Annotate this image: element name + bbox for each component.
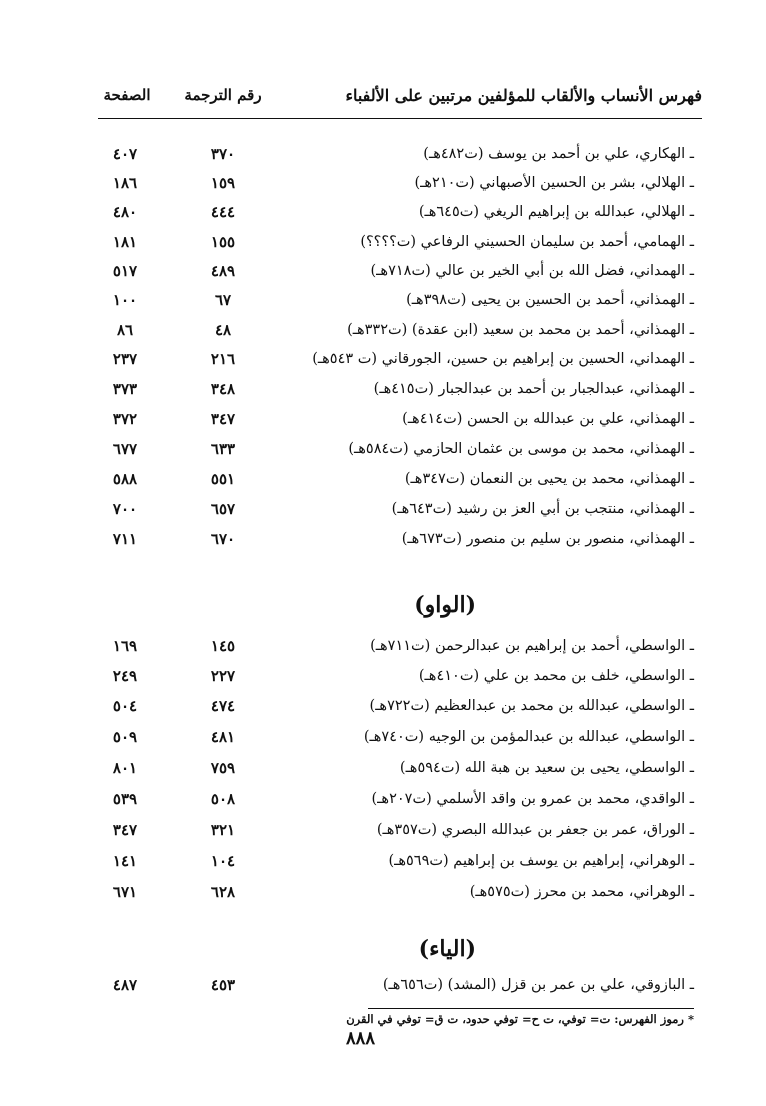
entry-number: ٣٧٠ (210, 145, 236, 163)
index-entry (0, 494, 766, 524)
index-entry (0, 434, 766, 464)
entry-number: ٤٨٩ (210, 262, 236, 280)
entry-number: ٦٣٣ (210, 440, 236, 458)
entry-text: ـ الهمذاني، منتجب بن أبي العز بن رشيد (ت٦٤٣هـ) (391, 501, 694, 517)
entry-text: ـ الواسطي، خلف بن محمد بن علي (ت٤١٠هـ) (418, 668, 694, 684)
entry-number: ٦٥٧ (210, 500, 236, 518)
entry-text: ـ الهمامي، أحمد بن سليمان الحسيني الرفاعي (ت؟؟؟؟) (360, 234, 694, 250)
index-entry (0, 815, 766, 845)
entry-page: ٤٨٧ (112, 976, 138, 994)
entry-number: ٥٥١ (210, 470, 236, 488)
index-entry (0, 285, 766, 315)
entry-text: ـ الواسطي، أحمد بن إبراهيم بن عبدالرحمن (ت٧١١هـ) (370, 638, 694, 654)
index-entry (0, 197, 766, 227)
entry-number: ٣٤٨ (210, 380, 236, 398)
entry-page: ٢٤٩ (112, 667, 138, 685)
entry-text: ـ البازوقي، علي بن عمر بن قزل (المشد) (ت٦٥٦هـ) (382, 977, 694, 993)
footnote: * رموز الفهرس: ت= توفي، ت ح= توفي حدود، ت ق= توفي في القرن (346, 1012, 694, 1026)
entry-page: ٥٣٩ (112, 790, 138, 808)
entry-number: ٢٢٧ (210, 667, 236, 685)
index-entry (0, 344, 766, 374)
entry-page: ١٤١ (112, 852, 138, 870)
entry-page: ٣٧٢ (112, 410, 138, 428)
entry-text: ـ الهكاري، علي بن أحمد بن يوسف (ت٤٨٢هـ) (423, 146, 694, 162)
entry-number: ٧٥٩ (210, 759, 236, 777)
index-entry (0, 374, 766, 404)
entry-text: ـ الهلالي، بشر بن الحسين الأصبهاني (ت٢١٠هـ) (414, 175, 694, 191)
index-entry (0, 846, 766, 876)
entry-number: ٦٧ (214, 291, 232, 309)
entry-page: ٦٧١ (112, 883, 138, 901)
entry-text: ـ الهمذاني، أحمد بن محمد بن سعيد (ابن عقدة) (ت٣٣٢هـ) (347, 322, 694, 338)
index-entry (0, 315, 766, 345)
entry-number: ٤٥٣ (210, 976, 236, 994)
entry-number: ١٤٥ (210, 637, 236, 655)
entry-page: ١٦٩ (112, 637, 138, 655)
index-entry (0, 404, 766, 434)
entry-number: ٣٤٧ (210, 410, 236, 428)
index-entry (0, 256, 766, 286)
entry-number: ١٥٥ (210, 233, 236, 251)
entry-page: ٥٠٩ (112, 728, 138, 746)
entry-number: ٣٢١ (210, 821, 236, 839)
entry-number: ٤٤٤ (210, 203, 236, 221)
index-entry (0, 139, 766, 169)
header-divider (98, 118, 702, 119)
entry-text: ـ الهمذاني، محمد بن موسى بن عثمان الحازمي (ت٥٨٤هـ) (348, 441, 694, 457)
entry-text: ـ الهمداني، الحسين بن إبراهيم بن حسين، الجورقاني (ت ٥٤٣هـ) (312, 351, 694, 367)
entry-number: ٥٠٨ (210, 790, 236, 808)
index-entry (0, 877, 766, 907)
entry-page: ١٨١ (112, 233, 138, 251)
entry-page: ٥٨٨ (112, 470, 138, 488)
entry-text: ـ الوهراني، محمد بن محرز (ت٥٧٥هـ) (469, 884, 694, 900)
index-entry (0, 631, 766, 661)
section-heading-waw: (الواو) (414, 592, 476, 618)
entry-number: ٦٢٨ (210, 883, 236, 901)
entry-text: ـ الهمذاني، منصور بن سليم بن منصور (ت٦٧٣هـ) (401, 531, 694, 547)
entry-number: ٤٨١ (210, 728, 236, 746)
entry-page: ٧١١ (112, 530, 138, 548)
entry-text: ـ الهمذاني، علي بن عبدالله بن الحسن (ت٤١٤هـ) (402, 411, 694, 427)
entry-page: ٦٧٧ (112, 440, 138, 458)
entry-text: ـ الوراق، عمر بن جعفر بن عبدالله البصري (ت٣٥٧هـ) (376, 822, 694, 838)
entry-page: ٣٤٧ (112, 821, 138, 839)
entry-text: ـ الهلالي، عبدالله بن إبراهيم الريغي (ت٦٤٥هـ) (418, 204, 694, 220)
entry-page: ٥١٧ (112, 262, 138, 280)
index-entry (0, 753, 766, 783)
entry-number: ٤٧٤ (210, 697, 236, 715)
entry-page: ٢٣٧ (112, 350, 138, 368)
entry-text: ـ الواسطي، يحيى بن سعيد بن هبة الله (ت٥٩٤هـ) (399, 760, 694, 776)
entry-text: ـ الوهراني، إبراهيم بن يوسف بن إبراهيم (ت٥٦٩هـ) (388, 853, 694, 869)
index-entry (0, 691, 766, 721)
entry-number: ٦٧٠ (210, 530, 236, 548)
column-header-number: رقم الترجمة (184, 86, 262, 104)
entry-text: ـ الهمذاني، عبدالجبار بن أحمد بن عبدالجبار (ت٤١٥هـ) (373, 381, 694, 397)
entry-text: ـ الهمذاني، أحمد بن الحسين بن يحيى (ت٣٩٨هـ) (406, 292, 694, 308)
entry-page: ٥٠٤ (112, 697, 138, 715)
entry-text: ـ الواقدي، محمد بن عمرو بن واقد الأسلمي (ت٢٠٧هـ) (371, 791, 694, 807)
index-entry (0, 464, 766, 494)
entry-text: ـ الواسطي، عبدالله بن محمد بن عبدالعظيم (ت٧٢٢هـ) (369, 698, 694, 714)
entry-page: ١٨٦ (112, 174, 138, 192)
entry-page: ٤٠٧ (112, 145, 138, 163)
index-entry (0, 784, 766, 814)
entry-page: ١٠٠ (112, 291, 138, 309)
index-entry (0, 524, 766, 554)
section-heading-ya: (الياء) (418, 936, 476, 962)
entry-text: ـ الهمذاني، محمد بن يحيى بن النعمان (ت٣٤٧هـ) (404, 471, 694, 487)
entry-text: ـ الواسطي، عبدالله بن عبدالمؤمن بن الوجيه (ت٧٤٠هـ) (363, 729, 694, 745)
index-entry (0, 168, 766, 198)
entry-number: ٤٨ (214, 321, 232, 339)
entry-number: ٢١٦ (210, 350, 236, 368)
entry-page: ٤٨٠ (112, 203, 138, 221)
entry-number: ١٥٩ (210, 174, 236, 192)
index-entry (0, 661, 766, 691)
footnote-divider (368, 1008, 694, 1009)
page-number: ٨٨٨ (346, 1028, 376, 1049)
index-title: فهرس الأنساب والألقاب للمؤلفين مرتبين على الألفباء (345, 86, 702, 105)
entry-page: ٣٧٣ (112, 380, 138, 398)
index-entry (0, 722, 766, 752)
entry-page: ٧٠٠ (112, 500, 138, 518)
entry-page: ٨٦ (116, 321, 134, 339)
entry-text: ـ الهمداني، فضل الله بن أبي الخير بن عالي (ت٧١٨هـ) (370, 263, 694, 279)
index-entry (0, 970, 766, 1000)
column-header-page: الصفحة (103, 86, 151, 104)
index-entry (0, 227, 766, 257)
entry-number: ١٠٤ (210, 852, 236, 870)
entry-page: ٨٠١ (112, 759, 138, 777)
